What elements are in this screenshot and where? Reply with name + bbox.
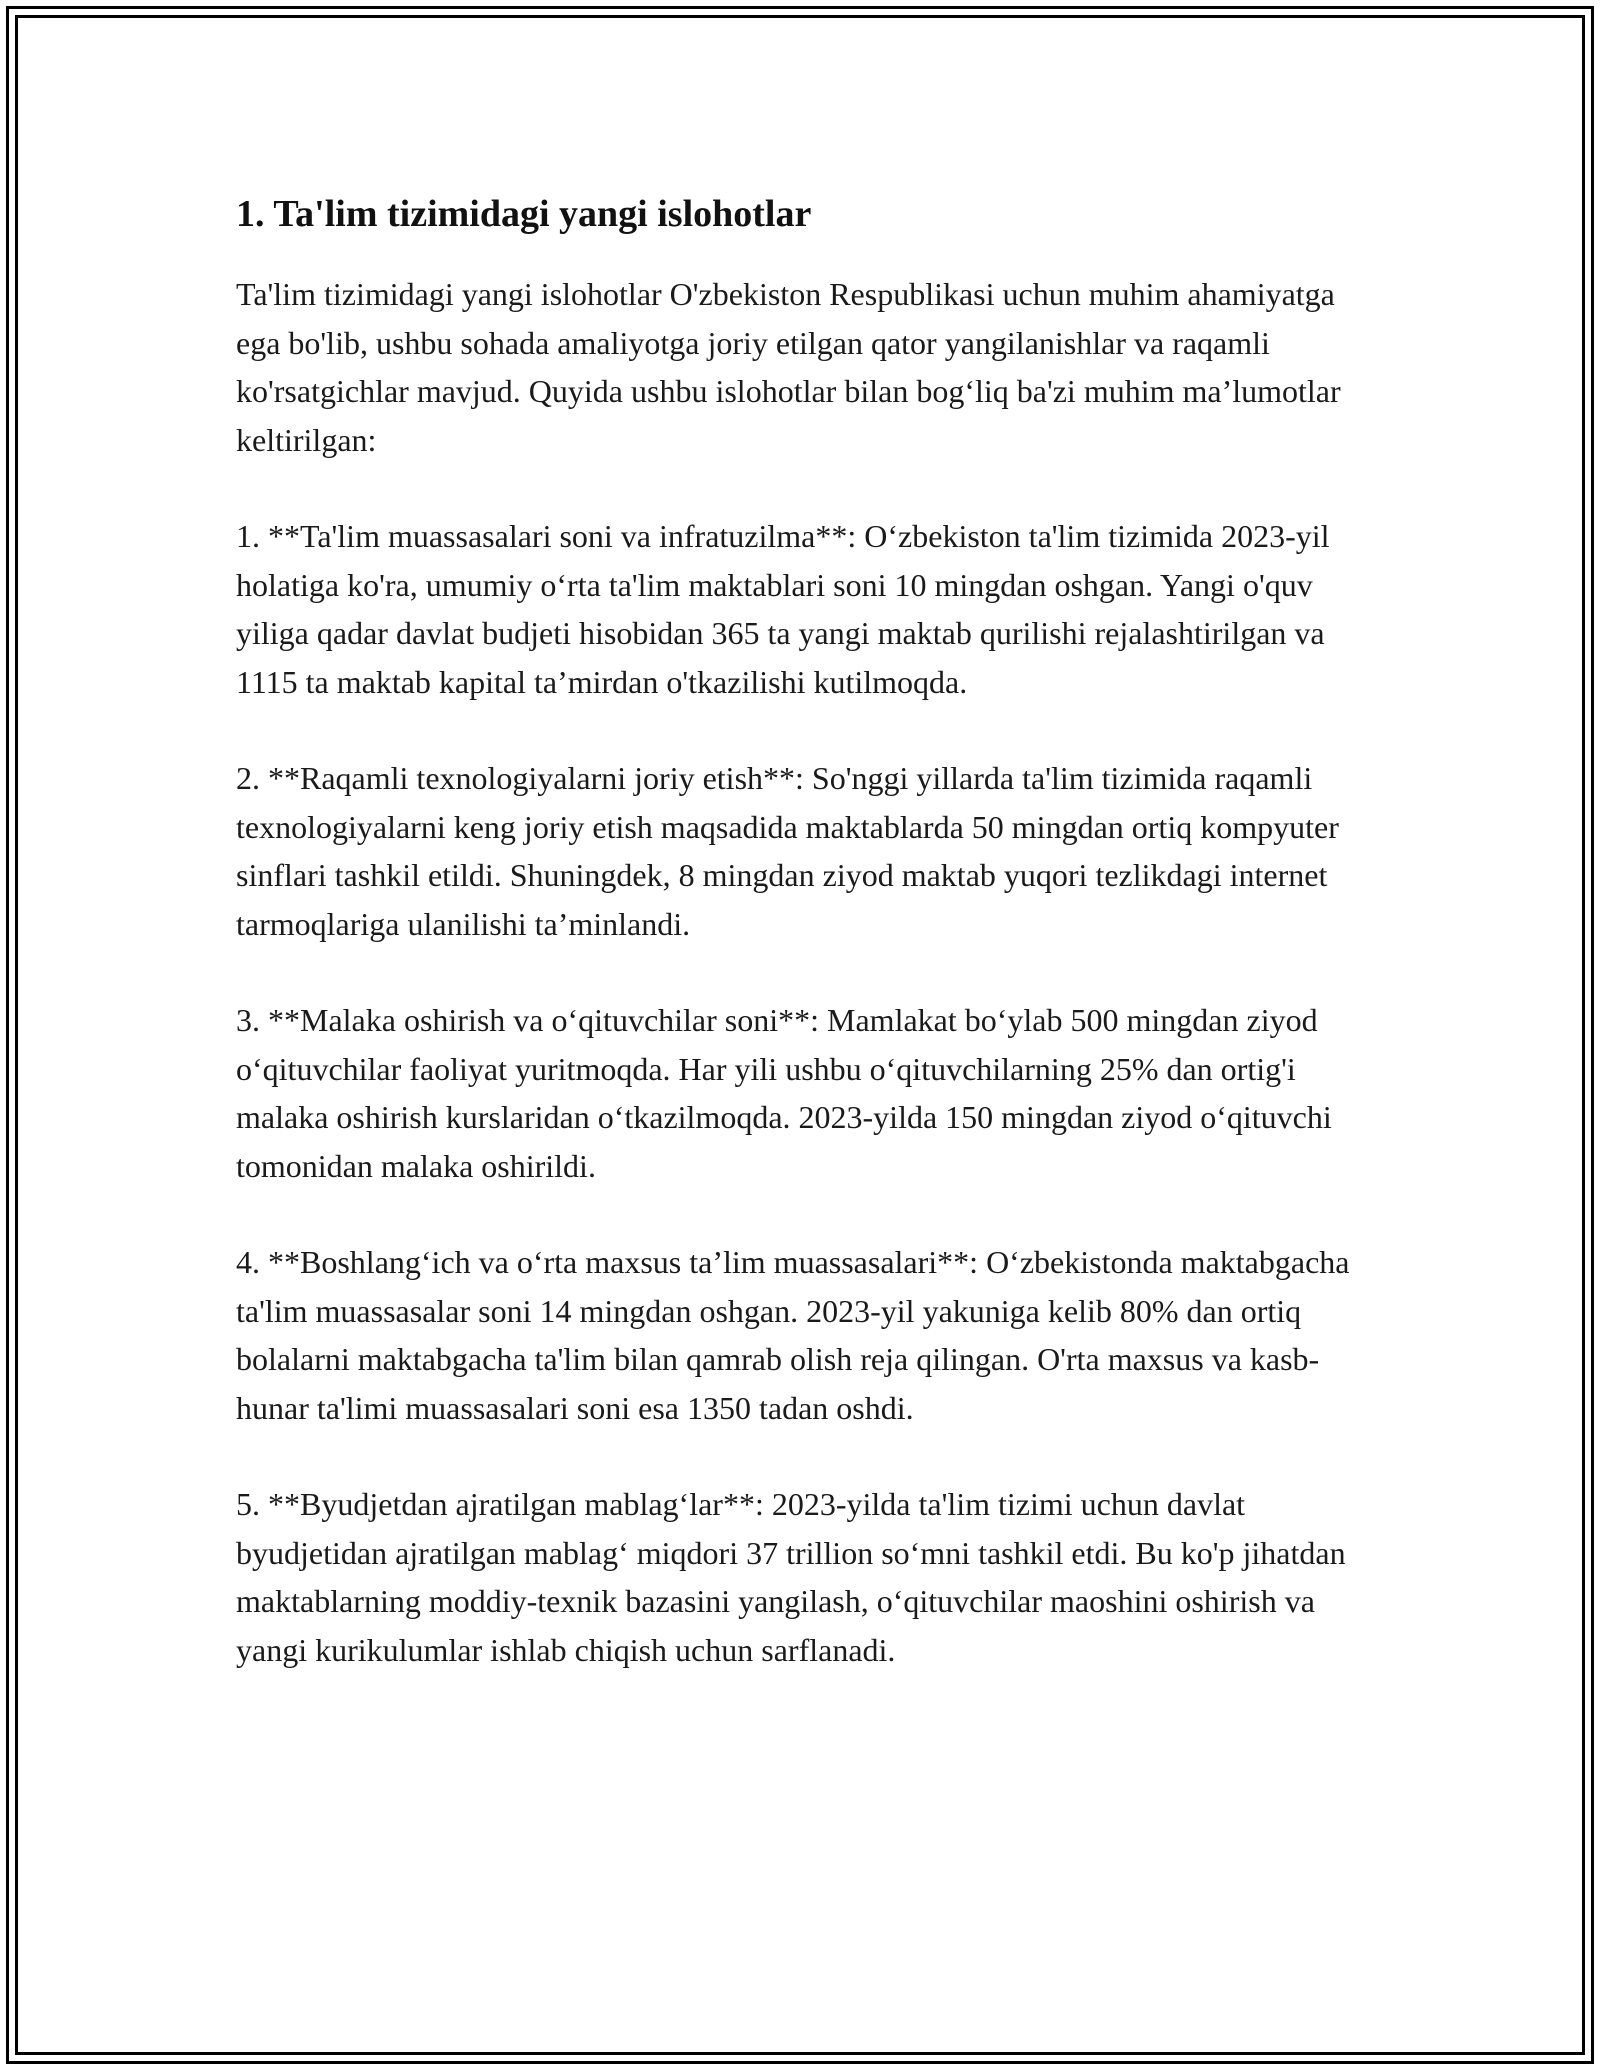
list-item-2: 2. **Raqamli texnologiyalarni joriy etish**: So'nggi yillarda ta'lim tizimida raqamli texnologiyalarni keng joriy etish maqsadida maktablarda 50 mingdan ortiq kompyuter sinflari tashkil etildi. Shuningdek, 8 mingdan ziyod maktab yuqori tezlikdagi internet tarmoqlariga ulanilishi ta’minlandi. — [236, 760, 1339, 942]
list-item-5: 5. **Byudjetdan ajratilgan mablag‘lar**: 2023-yilda ta'lim tizimi uchun davlat byudjetidan ajratilgan mablag‘ miqdori 37 trillion so‘mni tashkil etdi. Bu ko'p jihatdan maktablarning moddiy-texnik bazasini yangilash, o‘qituvchilar maoshini oshirish va yangi kurikulumlar ishlab chiqish uchun sarflanadi. — [236, 1486, 1346, 1668]
section-heading: 1. Ta'lim tizimidagi yangi islohotlar — [236, 193, 812, 235]
intro-paragraph: Ta'lim tizimidagi yangi islohotlar O'zbekiston Respublikasi uchun muhim ahamiyatga ega bo'lib, ushbu sohada amaliyotga joriy etilgan qator yangilanishlar va raqamli ko'rsatgichlar mavjud. Quyida ushbu islohotlar bilan bog‘liq ba'zi muhim ma’lumotlar keltirilgan: — [236, 276, 1341, 458]
document-body — [236, 186, 1386, 1722]
list-item-4: 4. **Boshlang‘ich va o‘rta maxsus ta’lim muassasalari**: O‘zbekistonda maktabgacha ta'lim muassasalar soni 14 mingdan oshgan. 2023-yil yakuniga kelib 80% dan ortiq bolalarni maktabgacha ta'lim bilan qamrab olish reja qilingan. O'rta maxsus va kasb-hunar ta'limi muassasalari soni esa 1350 tadan oshdi. — [236, 1244, 1350, 1426]
list-item-1: 1. **Ta'lim muassasalari soni va infratuzilma**: O‘zbekiston ta'lim tizimida 2023-yil holatiga ko'ra, umumiy o‘rta ta'lim maktablari soni 10 mingdan oshgan. Yangi o'quv yiliga qadar davlat budjeti hisobidan 365 ta yangi maktab qurilishi rejalashtirilgan va 1115 ta maktab kapital ta’mirdan o'tkazilishi kutilmoqda. — [236, 518, 1330, 700]
list-item-3: 3. **Malaka oshirish va o‘qituvchilar soni**: Mamlakat bo‘ylab 500 mingdan ziyod o‘qituvchilar faoliyat yuritmoqda. Har yili ushbu o‘qituvchilarning 25% dan ortig'i malaka oshirish kurslaridan o‘tkazilmoqda. 2023-yilda 150 mingdan ziyod o‘qituvchi tomonidan malaka oshirildi. — [236, 1002, 1332, 1184]
